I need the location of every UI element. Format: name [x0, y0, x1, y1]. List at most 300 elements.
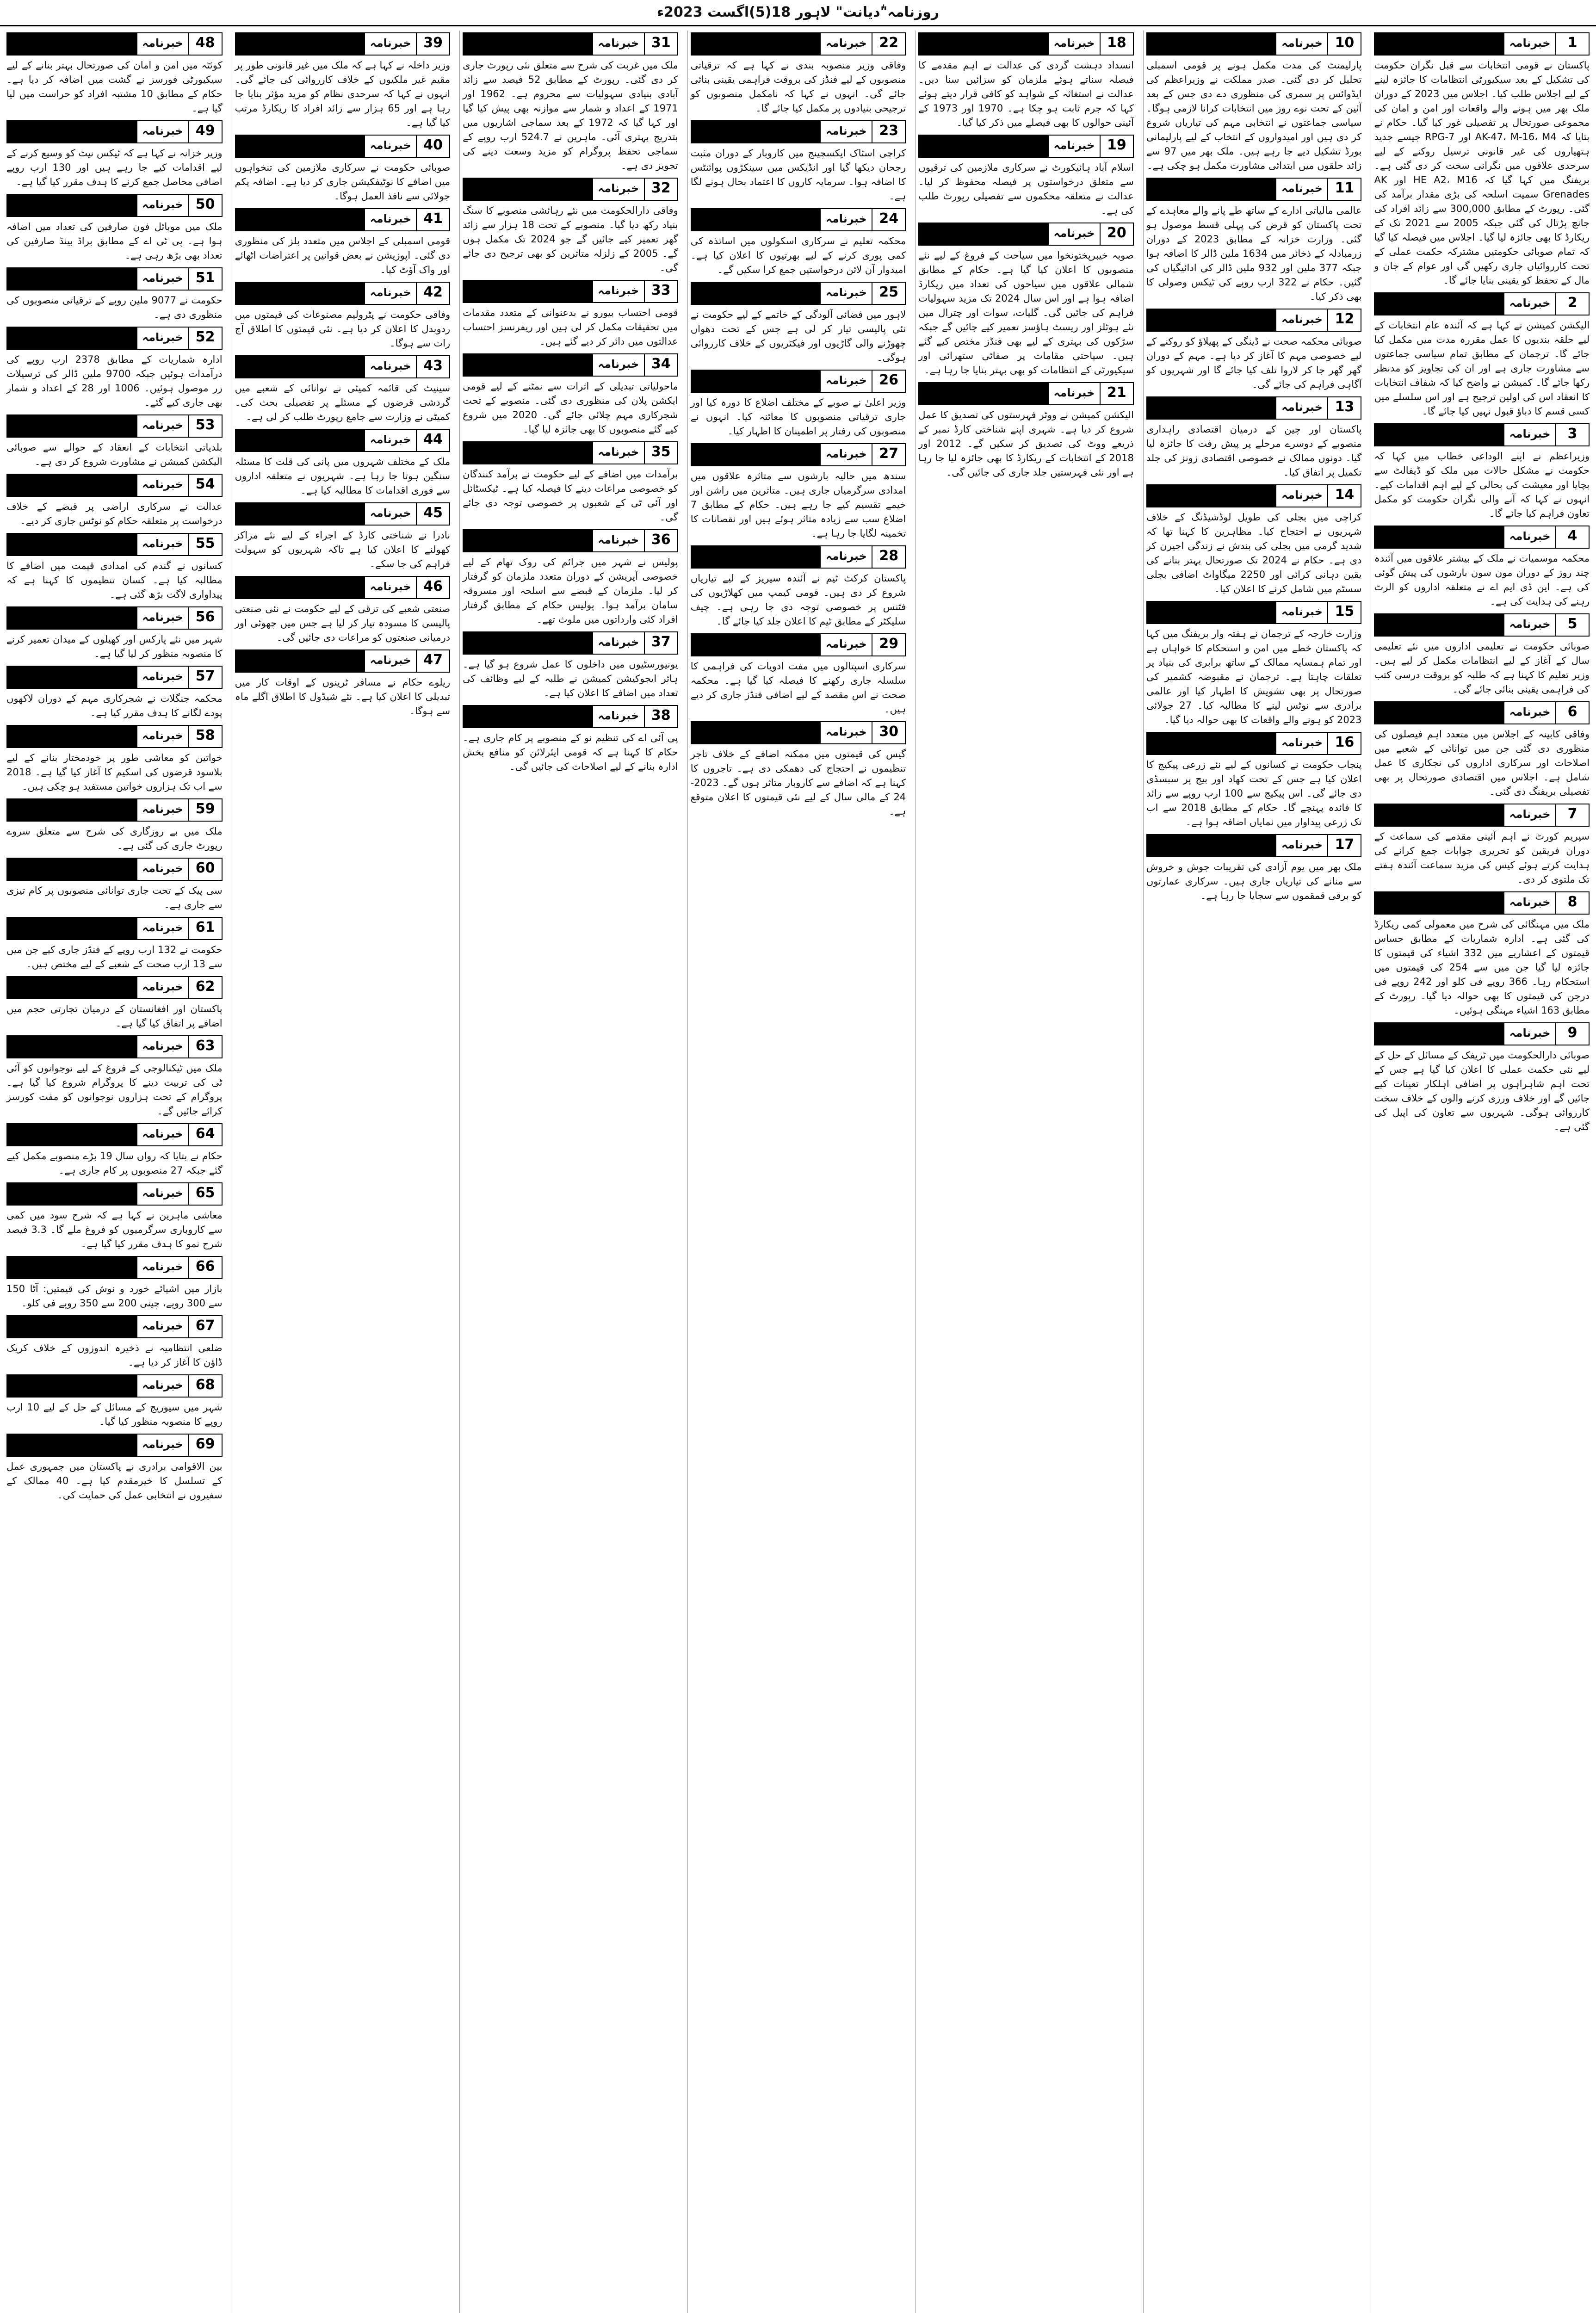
- news-item-number: 69: [188, 1435, 222, 1456]
- news-item-text: محکمہ تعلیم نے سرکاری اسکولوں میں اساتذہ کی کمی پوری کرنے کے لیے بھرتیوں کا اعلان کیا ہے۔ امیدوار آن لائن درخواستیں جمع کرا سکیں گے۔: [690, 235, 906, 275]
- news-item-number: 40: [416, 136, 449, 157]
- news-item: [463, 31, 678, 173]
- news-item: [463, 352, 678, 437]
- news-item-number: 11: [1327, 179, 1361, 200]
- news-item-header: [6, 32, 223, 56]
- news-item-label: خبرنامہ: [1503, 702, 1555, 724]
- news-item: [463, 176, 678, 275]
- news-item-number: 58: [188, 726, 222, 747]
- news-item-text: الیکشن کمیشن نے ووٹر فہرستوں کی تصدیق کا عمل شروع کر دیا ہے۔ شہری اپنے شناختی کارڈ نمبر کے ذریعے ووٹ کی تصدیق کر سکیں گے۔ 2012 اور 2018 کے انتخابات کے ریکارڈ کا بھی جائزہ لیا جا رہا ہے اور نئی فہرستیں جلد جاری کی جائیں گی۔: [918, 409, 1134, 478]
- news-item-text: پنجاب حکومت نے کسانوں کے لیے نئے زرعی پیکیج کا اعلان کیا ہے جس کے تحت کھاد اور بیج پر سبسڈی دی جائے گی۔ اس پیکیج سے 100 ارب روپے سے زائد کا فائدہ پہنچے گا۔ حکام کے مطابق 2018 سے اب تک زرعی پیداوار میں نمایاں اضافہ ہوا ہے۔: [1146, 759, 1362, 828]
- news-item-label: خبرنامہ: [364, 503, 416, 525]
- news-item-number: 48: [188, 33, 222, 55]
- news-item-label: خبرنامہ: [136, 1036, 188, 1058]
- news-item: [6, 325, 223, 410]
- news-item-number: 45: [416, 503, 449, 525]
- news-item-label: خبرنامہ: [592, 179, 644, 200]
- news-item-header: [235, 282, 451, 305]
- news-item-number: 66: [188, 1257, 222, 1278]
- news-item: [691, 280, 906, 365]
- news-item-text: اسلام آباد ہائیکورٹ نے سرکاری ملازمین کی ترقیوں سے متعلق درخواستوں پر فیصلہ محفوظ کر لیا۔ عدالت نے متعلقہ محکموں سے تفصیلی رپورٹ طلب کی ہے۔: [918, 162, 1134, 216]
- header-bar: [7, 799, 136, 821]
- news-item-header: [463, 705, 678, 728]
- news-item-header: [235, 208, 451, 231]
- news-item-text: انسداد دہشت گردی کی عدالت نے اہم مقدمے کا فیصلہ سناتے ہوئے ملزمان کو سزائیں سنا دیں۔ عدالت نے استغاثہ کے شواہد کو کافی قرار دیتے ہوئے کہا کہ جرم ثابت ہو چکا ہے۔ 1970 اور 1973 کے آئینی حوالوں کا بھی فیصلے میں ذکر کیا گیا۔: [918, 60, 1134, 128]
- news-item-number: 22: [872, 33, 905, 55]
- news-item-text: حکومت نے 9077 ملین روپے کے ترقیاتی منصوبوں کی منظوری دی ہے۔: [6, 295, 223, 320]
- header-bar: [236, 356, 365, 377]
- news-item-label: خبرنامہ: [364, 356, 416, 377]
- header-bar: [236, 577, 365, 598]
- news-item: [691, 118, 906, 204]
- news-item-label: خبرنامہ: [820, 209, 872, 230]
- news-item-label: خبرنامہ: [364, 136, 416, 157]
- news-item-number: 8: [1555, 892, 1589, 914]
- news-item: [6, 266, 223, 322]
- news-item-text: محکمہ موسمیات نے ملک کے بیشتر علاقوں میں آئندہ چند روز کے دوران مون سون بارشوں کی پیش گوئی کی ہے۔ این ڈی ایم اے نے متعلقہ اداروں کو الرٹ رہنے کی ہدایت کی ہے۔: [1374, 553, 1590, 607]
- news-item-header: [6, 976, 223, 999]
- news-item-number: 5: [1555, 614, 1589, 636]
- header-bar: [7, 859, 136, 880]
- news-item-text: پی آئی اے کی تنظیم نو کے منصوبے پر کام جاری ہے۔ حکام کا کہنا ہے کہ قومی ایئرلائن کو منافع بخش ادارہ بنانے کے لیے اصلاحات کی جائیں گی۔: [463, 732, 678, 772]
- header-bar: [7, 328, 136, 349]
- header-bar: [7, 667, 136, 688]
- news-item: [235, 574, 451, 645]
- news-item-header: [235, 135, 451, 158]
- header-bar: [7, 121, 136, 142]
- news-item: [6, 1121, 223, 1178]
- news-item-text: کسانوں نے گندم کی امدادی قیمت میں اضافے کا مطالبہ کیا ہے۔ کسان تنظیموں کا کہنا ہے کہ پیداواری لاگت بڑھ گئی ہے۔: [6, 560, 223, 600]
- news-item-text: پارلیمنٹ کی مدت مکمل ہونے پر قومی اسمبلی تحلیل کر دی گئی۔ صدر مملکت نے وزیراعظم کی ایڈوائس پر سمری کی منظوری دے دی جس کے بعد آئین کے تحت نوے روز میں انتخابات کرانا لازمی ہوگا۔ سیاسی جماعتوں نے انتخابی مہم کی تیاریاں شروع کر دی ہیں اور امیدواروں کے انتخاب کے لیے پارلیمانی بورڈ تشکیل دیے جا رہے ہیں۔ ملک بھر میں 97 سے زائد حلقوں میں ابتدائی مشاورت مکمل ہو چکی ہے۔: [1146, 60, 1362, 171]
- header-bar: [464, 442, 592, 464]
- news-item-text: وفاقی دارالحکومت میں نئے رہائشی منصوبے کا سنگ بنیاد رکھ دیا گیا۔ منصوبے کے تحت 18 ہزار سے زائد گھر تعمیر کیے جائیں گے جو 2024 تک مکمل ہوں گے۔ 2005 کے زلزلہ متاثرین کو بھی ترجیح دی جائے گی۔: [463, 205, 678, 273]
- news-item-number: 44: [416, 430, 449, 451]
- news-item: [235, 353, 451, 424]
- news-item-header: [691, 721, 906, 744]
- header-bar: [1375, 526, 1503, 548]
- news-item-label: خبرنامہ: [1503, 526, 1555, 548]
- news-item-text: سپریم کورٹ نے اہم آئینی مقدمے کی سماعت کے دوران فریقین کو تحریری جوابات جمع کرانے کی ہدایت کرتے ہوئے کیس کی مزید سماعت آئندہ ہفتے تک ملتوی کر دی۔: [1374, 831, 1590, 885]
- news-column: [687, 31, 909, 2313]
- news-item-label: خبرنامہ: [136, 1124, 188, 1145]
- header-bar: [1147, 397, 1276, 419]
- news-item: [6, 472, 223, 528]
- news-item-number: 13: [1327, 397, 1361, 419]
- news-item-text: صوبائی محکمہ صحت نے ڈینگی کے پھیلاؤ کو روکنے کے لیے خصوصی مہم کا آغاز کر دیا ہے۔ مہم کے دوران گھر گھر جا کر لاروا تلف کیا جائے گا اور شہریوں کو آگاہی فراہم کی جائے گی۔: [1146, 336, 1362, 390]
- news-item-number: 60: [188, 859, 222, 880]
- news-item-header: [1374, 292, 1590, 315]
- news-item-label: خبرنامہ: [1048, 136, 1100, 157]
- news-item-text: وفاقی وزیر منصوبہ بندی نے کہا ہے کہ ترقیاتی منصوبوں کے لیے فنڈز کی بروقت فراہمی یقینی بنائی جائے گی۔ انہوں نے کہا کہ نامکمل منصوبوں کو ترجیحی بنیادوں پر مکمل کیا جائے گا۔: [690, 60, 906, 114]
- news-item-number: 33: [644, 281, 677, 302]
- news-item-number: 67: [188, 1316, 222, 1337]
- news-item-text: ملک میں غربت کی شرح سے متعلق نئی رپورٹ جاری کر دی گئی۔ رپورٹ کے مطابق 52 فیصد سے زائد آبادی بنیادی سہولیات سے محروم ہے۔ 1962 اور 1971 کے اعداد و شمار سے موازنہ بھی پیش کیا گیا اور کہا گیا کہ 1972 کے بعد سماجی اشاریوں میں بتدریج بہتری آئی۔ ماہرین نے 524.7 ارب روپے کے سماجی تحفظ پروگرام کو مزید وسعت دینے کی تجویز دی ہے۔: [463, 60, 678, 171]
- news-item-label: خبرنامہ: [364, 283, 416, 304]
- news-column: [232, 31, 453, 2313]
- news-item: [1374, 1020, 1590, 1134]
- news-item-label: خبرنامہ: [1503, 1023, 1555, 1045]
- news-item: [6, 1181, 223, 1251]
- news-item-header: [6, 120, 223, 143]
- news-item-label: خبرنامہ: [592, 442, 644, 464]
- news-item-label: خبرنامہ: [136, 859, 188, 880]
- news-item-header: [463, 441, 678, 464]
- news-item-label: خبرنامہ: [1503, 614, 1555, 636]
- news-item-text: حکومت نے 132 ارب روپے کے فنڈز جاری کیے جن میں سے 13 ارب صحت کے شعبے کے لیے مختص ہیں۔: [6, 944, 223, 970]
- news-item-header: [691, 545, 906, 569]
- news-item-text: بین الاقوامی برادری نے پاکستان میں جمہوری عمل کے تسلسل کا خیرمقدم کیا ہے۔ 40 ممالک کے سفیروں نے انتخابی عمل کی حمایت کی۔: [6, 1461, 223, 1501]
- news-item-text: کوئٹہ میں امن و امان کی صورتحال بہتر بنانے کے لیے سیکیورٹی فورسز نے گشت میں اضافہ کر دیا ہے۔ حکام کے مطابق 10 مشتبہ افراد کو حراست میں لیا گیا ہے۔: [6, 60, 223, 114]
- news-item-label: خبرنامہ: [136, 475, 188, 496]
- news-item-header: [1146, 309, 1362, 332]
- news-item-label: خبرنامہ: [820, 722, 872, 743]
- header-bar: [1147, 733, 1276, 754]
- news-item-header: [6, 725, 223, 748]
- news-item-label: خبرنامہ: [820, 444, 872, 465]
- news-item-number: 27: [872, 444, 905, 465]
- news-item-text: گیس کی قیمتوں میں ممکنہ اضافے کے خلاف تاجر تنظیموں نے احتجاج کی دھمکی دی ہے۔ تاجروں کا کہنا ہے کہ اضافے سے کاروبار متاثر ہوں گے۔ 2023-24 کے مالی سال کے لیے نئی قیمتوں کا اعلان متوقع ہے۔: [690, 748, 906, 817]
- news-item-text: صوبہ خیبرپختونخوا میں سیاحت کے فروغ کے لیے نئے منصوبوں کا اعلان کیا گیا ہے۔ حکام کے مطابق شمالی علاقوں میں سیاحوں کی تعداد میں ریکارڈ اضافہ ہوا ہے اور اس سال 2024 تک مزید سہولیات فراہم کی جائیں گی۔ گلیات، سوات اور چترال میں نئے ہوٹلز اور ریسٹ ہاؤسز تعمیر کیے جائیں گے جبکہ سڑکوں کی بہتری کے لیے بھی فنڈز مختص کیے گئے ہیں۔ سیاحتی مقامات پر صفائی ستھرائی اور سیکیورٹی کے انتظامات کو بھی بہتر بنایا جا رہا ہے۔: [918, 250, 1134, 376]
- news-item-label: خبرنامہ: [592, 530, 644, 551]
- news-item-label: خبرنامہ: [820, 283, 872, 304]
- news-item-text: معاشی ماہرین نے کہا ہے کہ شرح سود میں کمی سے کاروباری سرگرمیوں کو فروغ ملے گا۔ 3.3 فیصد شرح نمو کا ہدف مقرر کیا گیا ہے۔: [6, 1210, 223, 1249]
- news-item-header: [6, 858, 223, 881]
- news-item-label: خبرنامہ: [1503, 424, 1555, 445]
- news-item-number: 35: [644, 442, 677, 464]
- news-item: [1374, 802, 1590, 887]
- news-item-text: کراچی میں بجلی کی طویل لوڈشیڈنگ کے خلاف شہریوں نے احتجاج کیا۔ مظاہرین کا کہنا تھا کہ شدید گرمی میں بجلی کی بندش نے زندگی اجیرن کر دی ہے۔ حکام نے 2024 تک صورتحال بہتر بنانے کی یقین دہانی کرائی اور 2250 میگاواٹ اضافی بجلی سسٹم میں شامل کرنے کا اعلان کیا۔: [1146, 512, 1362, 594]
- news-item: [6, 192, 223, 263]
- news-item-header: [235, 429, 451, 452]
- news-item-text: پاکستان اور چین کے درمیان اقتصادی راہداری منصوبے کے دوسرے مرحلے پر پیش رفت کا جائزہ لیا گیا۔ دونوں ممالک نے خصوصی اقتصادی زونز کی جلد تکمیل پر اتفاق کیا۔: [1146, 424, 1362, 478]
- news-item-label: خبرنامہ: [592, 632, 644, 654]
- news-item-header: [691, 120, 906, 143]
- news-item-number: 1: [1555, 33, 1589, 55]
- news-item-header: [6, 533, 223, 556]
- news-item: [6, 664, 223, 720]
- news-item-number: 6: [1555, 702, 1589, 724]
- news-item-label: خبرنامہ: [1048, 33, 1100, 55]
- header-bar: [464, 632, 592, 654]
- news-item-header: [1146, 396, 1362, 420]
- news-item-number: 43: [416, 356, 449, 377]
- news-item-header: [6, 606, 223, 630]
- news-item-text: وزیر داخلہ نے کہا ہے کہ ملک میں غیر قانونی طور پر مقیم غیر ملکیوں کے خلاف کارروائی کی جائے گی۔ انہوں نے کہا کہ سرحدی نظام کو مزید مؤثر بنایا جا رہا ہے اور 65 ہزار سے زائد افراد کا ریکارڈ مرتب کیا گیا ہے۔: [235, 60, 451, 128]
- news-item-text: ملک میں مہنگائی کی شرح میں معمولی کمی ریکارڈ کی گئی ہے۔ ادارہ شماریات کے مطابق حساس قیمتوں کے اعشاریے میں 332 اشیاء کی قیمتوں کا جائزہ لیا گیا جن میں سے 254 کی قیمتوں میں استحکام رہا۔ 366 روپے فی کلو اور 242 روپے فی درجن کی قیمتوں کا بھی حوالہ دیا گیا۔ رپورٹ کے مطابق 163 اشیاء مہنگی ہوئیں۔: [1374, 919, 1590, 1016]
- news-item: [918, 31, 1134, 130]
- news-item-header: [6, 798, 223, 822]
- news-item-header: [691, 443, 906, 466]
- news-item: [235, 206, 451, 277]
- news-item-number: 29: [872, 634, 905, 656]
- news-item-header: [463, 178, 678, 201]
- news-item: [463, 630, 678, 700]
- news-item-header: [235, 649, 451, 673]
- news-item-label: خبرنامہ: [1048, 383, 1100, 404]
- news-item: [6, 797, 223, 853]
- news-item-label: خبرنامہ: [136, 918, 188, 939]
- news-item-label: خبرنامہ: [136, 726, 188, 747]
- news-item-header: [1146, 178, 1362, 201]
- news-item-label: خبرنامہ: [592, 706, 644, 727]
- header-bar: [1147, 485, 1276, 507]
- news-item-number: 20: [1100, 223, 1133, 245]
- news-item-label: خبرنامہ: [136, 1375, 188, 1397]
- news-item-text: وزیر اعلیٰ نے صوبے کے مختلف اضلاع کا دورہ کیا اور جاری ترقیاتی منصوبوں کا معائنہ کیا۔ انہوں نے منصوبوں کی رفتار پر اطمینان کا اظہار کیا۔: [690, 397, 906, 437]
- header-bar: [919, 383, 1048, 404]
- news-item-number: 37: [644, 632, 677, 654]
- header-bar: [692, 121, 820, 142]
- header-bar: [1375, 424, 1503, 445]
- news-item-text: بلدیاتی انتخابات کے انعقاد کے حوالے سے صوبائی الیکشن کمیشن نے مشاورت شروع کر دی ہے۔: [6, 442, 223, 467]
- news-item-number: 18: [1100, 33, 1133, 55]
- news-item-label: خبرنامہ: [136, 1316, 188, 1337]
- header-bar: [7, 1435, 136, 1456]
- news-item-text: قومی احتساب بیورو نے بدعنوانی کے متعدد مقدمات میں تحقیقات مکمل کر لی ہیں اور ریفرنسز احتساب عدالتوں میں دائر کر دیے گئے ہیں۔: [463, 307, 678, 347]
- header-bar: [1375, 33, 1503, 55]
- news-item-number: 2: [1555, 293, 1589, 315]
- news-item-text: ادارہ شماریات کے مطابق 2378 ارب روپے کی درآمدات ہوئیں جبکہ 9700 ملین ڈالر کی ترسیلات زر موصول ہوئیں۔ 1006 اور 28 کے اعداد و شمار بھی جاری کیے گئے۔: [6, 354, 223, 408]
- news-item: [918, 133, 1134, 218]
- news-item: [6, 974, 223, 1031]
- news-item-text: وفاقی حکومت نے پٹرولیم مصنوعات کی قیمتوں میں ردوبدل کا اعلان کر دیا ہے۔ نئی قیمتوں کا اطلاق آج رات سے ہوگا۔: [235, 309, 451, 349]
- news-item-text: شہر میں سیوریج کے مسائل کے حل کے لیے 10 ارب روپے کا منصوبہ منظور کیا گیا۔: [6, 1402, 223, 1427]
- news-item: [918, 221, 1134, 377]
- news-item-label: خبرنامہ: [136, 121, 188, 142]
- news-item-number: 28: [872, 546, 905, 568]
- header-bar: [692, 722, 820, 743]
- news-item-header: [1374, 891, 1590, 915]
- news-item-text: عدالت نے سرکاری اراضی پر قبضے کے خلاف درخواست پر متعلقہ حکام کو نوٹس جاری کر دیے۔: [6, 501, 223, 526]
- news-item-number: 3: [1555, 424, 1589, 445]
- news-item-text: برآمدات میں اضافے کے لیے حکومت نے برآمد کنندگان کو خصوصی مراعات دینے کا فیصلہ کیا ہے۔ ٹیکسٹائل اور آئی ٹی کے شعبوں پر خصوصی توجہ دی جائے گی۔: [463, 469, 678, 523]
- header-bar: [1375, 293, 1503, 315]
- news-item-text: خواتین کو معاشی طور پر خودمختار بنانے کے لیے بلاسود قرضوں کی اسکیم کا آغاز کیا گیا ہے۔ 2018 سے اب تک ہزاروں خواتین مستفید ہو چکی ہیں۔: [6, 752, 223, 792]
- news-item-label: خبرنامہ: [136, 977, 188, 998]
- news-item-text: شہر میں نئے پارکس اور کھیلوں کے میدان تعمیر کرنے کا منصوبہ منظور کر لیا گیا ہے۔: [6, 634, 223, 659]
- news-item: [1146, 730, 1362, 829]
- news-item: [691, 719, 906, 819]
- header-bar: [919, 136, 1048, 157]
- header-bar: [464, 706, 592, 727]
- news-item: [691, 631, 906, 717]
- news-columns: [4, 31, 1592, 2313]
- header-bar: [236, 136, 365, 157]
- news-item: [6, 605, 223, 661]
- news-item: [1146, 31, 1362, 173]
- news-item-label: خبرنامہ: [820, 33, 872, 55]
- newspaper-dateline: روزنامہ"ٰدیانت" لاہور 18(5)اگست 2023ء: [0, 0, 1596, 26]
- news-item-header: [1374, 1022, 1590, 1045]
- news-item-label: خبرنامہ: [1503, 293, 1555, 315]
- news-item: [1146, 482, 1362, 596]
- news-item-header: [6, 1182, 223, 1206]
- news-item-number: 24: [872, 209, 905, 230]
- news-item-text: ملک بھر میں یوم آزادی کی تقریبات جوش و خروش سے منانے کی تیاریاں جاری ہیں۔ سرکاری عمارتوں کو برقی قمقموں سے سجایا جا رہا ہے۔: [1146, 861, 1362, 901]
- news-item-label: خبرنامہ: [136, 799, 188, 821]
- news-item-text: الیکشن کمیشن نے کہا ہے کہ آئندہ عام انتخابات کے لیے حلقہ بندیوں کا عمل مقررہ مدت میں مکمل کیا جائے گا۔ ترجمان کے مطابق تمام سیاسی جماعتوں سے مشاورت جاری ہے اور ان کی تجاویز کو مدنظر رکھا جائے گا۔ کمیشن نے واضح کیا کہ شفاف انتخابات کا انعقاد اس کی اولین ترجیح ہے اور اس سلسلے میں کسی قسم کا دباؤ قبول نہیں کیا جائے گا۔: [1374, 320, 1590, 417]
- news-item-header: [6, 1256, 223, 1279]
- news-item-header: [235, 355, 451, 378]
- news-item-number: 26: [872, 371, 905, 392]
- news-item-text: کراچی اسٹاک ایکسچینج میں کاروبار کے دوران مثبت رجحان دیکھا گیا اور انڈیکس میں سینکڑوں پوائنٹس کا اضافہ ہوا۔ سرمایہ کاروں کا اعتماد بحال ہونے لگا ہے۔: [690, 148, 906, 202]
- header-bar: [692, 634, 820, 656]
- news-item-label: خبرنامہ: [136, 1183, 188, 1205]
- news-item: [463, 439, 678, 525]
- news-item-number: 46: [416, 577, 449, 598]
- news-item-number: 12: [1327, 309, 1361, 331]
- news-item-label: خبرنامہ: [820, 634, 872, 656]
- news-item-text: ریلوے حکام نے مسافر ٹرینوں کے اوقات کار میں تبدیلی کا اعلان کیا ہے۔ نئے شیڈول کا اطلاق اگلے ماہ سے ہوگا۔: [235, 677, 451, 717]
- news-item-number: 38: [644, 706, 677, 727]
- news-item-text: وزیراعظم نے اپنے الوداعی خطاب میں کہا کہ حکومت نے مشکل حالات میں ملک کو ڈیفالٹ سے بچایا اور معیشت کی بحالی کے لیے اہم اقدامات کیے۔ انہوں نے کہا کہ آنے والی نگران حکومت کو مکمل تعاون فراہم کیا جائے گا۔: [1374, 451, 1590, 519]
- news-item-label: خبرنامہ: [1275, 835, 1327, 856]
- news-column: [1143, 31, 1365, 2313]
- news-item-label: خبرنامہ: [1275, 179, 1327, 200]
- news-item-text: پولیس نے شہر میں جرائم کی روک تھام کے لیے خصوصی آپریشن کے دوران متعدد ملزمان کو گرفتار کر لیا۔ ملزمان کے قبضے سے اسلحہ اور مسروقہ سامان برآمد ہوا۔ پولیس حکام کے مطابق گرفتار افراد کئی وارداتوں میں ملوث تھے۔: [463, 557, 678, 625]
- news-item-header: [6, 1035, 223, 1058]
- news-item: [235, 501, 451, 571]
- news-item-header: [691, 32, 906, 56]
- header-bar: [7, 1316, 136, 1337]
- news-item-label: خبرنامہ: [1275, 602, 1327, 623]
- news-item-header: [691, 370, 906, 393]
- news-item: [235, 427, 451, 498]
- news-item-text: سرکاری اسپتالوں میں مفت ادویات کی فراہمی کا سلسلہ جاری رکھنے کا فیصلہ کیا گیا ہے۔ محکمہ صحت نے اس مقصد کے لیے اضافی فنڈز جاری کر دیے ہیں۔: [690, 661, 906, 715]
- news-item-text: بازار میں اشیائے خورد و نوش کی قیمتیں: آٹا 150 سے 300 روپے، چینی 200 سے 350 روپے فی کلو۔: [6, 1283, 223, 1309]
- header-bar: [1375, 1023, 1503, 1045]
- news-item-text: محکمہ جنگلات نے شجرکاری مہم کے دوران لاکھوں پودے لگانے کا ہدف مقرر کیا ہے۔: [6, 693, 223, 718]
- news-item: [691, 206, 906, 277]
- news-item-label: خبرنامہ: [136, 607, 188, 629]
- news-item-label: خبرنامہ: [136, 415, 188, 437]
- news-item-number: 59: [188, 799, 222, 821]
- header-bar: [7, 1036, 136, 1058]
- news-item-label: خبرنامہ: [820, 546, 872, 568]
- news-item-label: خبرنامہ: [364, 577, 416, 598]
- news-item-label: خبرنامہ: [136, 1257, 188, 1278]
- header-bar: [692, 444, 820, 465]
- header-bar: [7, 415, 136, 437]
- news-item-label: خبرنامہ: [136, 33, 188, 55]
- news-item-text: ماحولیاتی تبدیلی کے اثرات سے نمٹنے کے لیے قومی ایکشن پلان کی منظوری دی گئی۔ منصوبے کے تحت شجرکاری مہم چلائی جائے گی۔ 2020 میں شروع کیے گئے منصوبوں کا بھی جائزہ لیا گیا۔: [463, 381, 678, 435]
- news-item-label: خبرنامہ: [592, 281, 644, 302]
- news-item-header: [6, 474, 223, 497]
- news-item: [235, 280, 451, 351]
- news-item-number: 47: [416, 650, 449, 672]
- news-item: [1146, 832, 1362, 903]
- news-item-label: خبرنامہ: [136, 1435, 188, 1456]
- news-item: [6, 118, 223, 189]
- news-item: [1374, 291, 1590, 419]
- news-item: [6, 856, 223, 912]
- news-item-header: [6, 917, 223, 940]
- news-item-text: قومی اسمبلی کے اجلاس میں متعدد بلز کی منظوری دی گئی۔ اپوزیشن نے بعض قوانین پر اعتراضات اٹھائے اور واک آؤٹ کیا۔: [235, 235, 451, 275]
- news-item-text: وزیر خزانہ نے کہا ہے کہ ٹیکس نیٹ کو وسیع کرنے کے لیے اقدامات کیے جا رہے ہیں اور 130 ارب روپے اضافی محاصل جمع کرنے کا ہدف مقرر کیا گیا ہے۔: [6, 148, 223, 187]
- header-bar: [7, 1124, 136, 1145]
- news-column: [4, 31, 225, 2313]
- header-bar: [464, 33, 592, 55]
- news-item-header: [1146, 601, 1362, 624]
- news-item-label: خبرنامہ: [136, 534, 188, 555]
- news-item-header: [918, 135, 1134, 158]
- news-item: [463, 527, 678, 627]
- news-item-text: پاکستان اور افغانستان کے درمیان تجارتی حجم میں اضافے پر اتفاق کیا گیا ہے۔: [6, 1003, 223, 1029]
- news-item-text: سی پیک کے تحت جاری توانائی منصوبوں پر کام تیزی سے جاری ہے۔: [6, 885, 223, 910]
- news-item-number: 62: [188, 977, 222, 998]
- news-item-header: [1146, 732, 1362, 755]
- news-item-text: پاکستان کرکٹ ٹیم نے آئندہ سیریز کے لیے تیاریاں شروع کر دی ہیں۔ قومی کیمپ میں کھلاڑیوں کی فٹنس پر خصوصی توجہ دی جا رہی ہے۔ چیف سلیکٹر کے مطابق ٹیم کا اعلان جلد کیا جائے گا۔: [690, 573, 906, 627]
- news-item-header: [918, 32, 1134, 56]
- news-item-number: 21: [1100, 383, 1133, 404]
- header-bar: [919, 33, 1048, 55]
- news-item-text: سندھ میں حالیہ بارشوں سے متاثرہ علاقوں میں امدادی سرگرمیاں جاری ہیں۔ متاثرین میں راشن اور خیمے تقسیم کیے جا رہے ہیں۔ حکام کے مطابق 7 اضلاع سب سے زیادہ متاثر ہوئے ہیں اور نقصانات کا تخمینہ لگایا جا رہا ہے۔: [690, 470, 906, 539]
- news-item-number: 56: [188, 607, 222, 629]
- news-item-header: [6, 1123, 223, 1146]
- header-bar: [692, 371, 820, 392]
- news-item-number: 61: [188, 918, 222, 939]
- news-item-header: [918, 223, 1134, 246]
- header-bar: [7, 918, 136, 939]
- news-item: [1146, 395, 1362, 480]
- news-item: [463, 703, 678, 774]
- news-item-number: 42: [416, 283, 449, 304]
- news-item-header: [6, 194, 223, 217]
- news-item: [235, 648, 451, 718]
- news-item: [6, 1254, 223, 1311]
- news-item-number: 65: [188, 1183, 222, 1205]
- news-item-label: خبرنامہ: [364, 33, 416, 55]
- news-item-header: [6, 1434, 223, 1457]
- news-item: [691, 544, 906, 629]
- header-bar: [1147, 179, 1276, 200]
- news-item-header: [1146, 32, 1362, 56]
- news-item-header: [691, 208, 906, 231]
- news-item-header: [1374, 526, 1590, 549]
- news-item: [918, 380, 1134, 480]
- news-item: [235, 133, 451, 204]
- news-item-label: خبرنامہ: [1275, 733, 1327, 754]
- header-bar: [7, 33, 136, 55]
- news-item: [6, 1033, 223, 1119]
- news-item-label: خبرنامہ: [1503, 804, 1555, 826]
- news-item-number: 15: [1327, 602, 1361, 623]
- news-item-number: 4: [1555, 526, 1589, 548]
- news-item-number: 36: [644, 530, 677, 551]
- news-item-number: 30: [872, 722, 905, 743]
- news-item-number: 63: [188, 1036, 222, 1058]
- header-bar: [464, 354, 592, 376]
- news-item-label: خبرنامہ: [1048, 223, 1100, 245]
- header-bar: [1147, 309, 1276, 331]
- news-item-number: 31: [644, 33, 677, 55]
- news-item: [1374, 890, 1590, 1018]
- news-item-text: پاکستان نے قومی انتخابات سے قبل نگران حکومت کی تشکیل کے بعد سیکیورٹی انتظامات کا جائزہ لینے کے لیے اجلاس طلب کیا۔ اجلاس میں 2023 کے دوران ملک بھر میں ہونے والے واقعات اور امن و امان کی مجموعی صورتحال پر تفصیلی غور کیا گیا۔ حکام نے بتایا کہ AK-47، M-16، M4 اور RPG-7 جیسے جدید ہتھیاروں کی غیر قانونی ترسیل روکنے کے لیے سرحدی علاقوں میں نگرانی سخت کر دی گئی ہے۔ بریفنگ میں کہا گیا کہ HE A2، M16 اور AK Grenades سمیت اسلحہ کی بڑی مقدار برآمد کی گئی۔ رپورٹ کے مطابق 300,000 سے زائد افراد کی جانچ پڑتال کی گئی جبکہ 2005 سے 2021 تک کے ریکارڈ کا بھی جائزہ لیا گیا۔ اجلاس میں فیصلہ کیا گیا کہ تمام صوبائی حکومتیں مشترکہ حکمت عملی کے تحت کارروائیاں جاری رکھیں گی اور عوام کے جان و مال کے تحفظ کو یقینی بنایا جائے گا۔: [1374, 60, 1590, 286]
- header-bar: [1147, 602, 1276, 623]
- news-item-header: [463, 353, 678, 377]
- news-column: [459, 31, 681, 2313]
- header-bar: [7, 534, 136, 555]
- news-item: [6, 413, 223, 469]
- news-item: [1374, 31, 1590, 288]
- news-item-header: [6, 327, 223, 350]
- header-bar: [1375, 804, 1503, 826]
- news-item-header: [235, 32, 451, 56]
- news-item-number: 52: [188, 328, 222, 349]
- header-bar: [236, 33, 365, 55]
- header-bar: [7, 607, 136, 629]
- news-item-header: [1374, 613, 1590, 637]
